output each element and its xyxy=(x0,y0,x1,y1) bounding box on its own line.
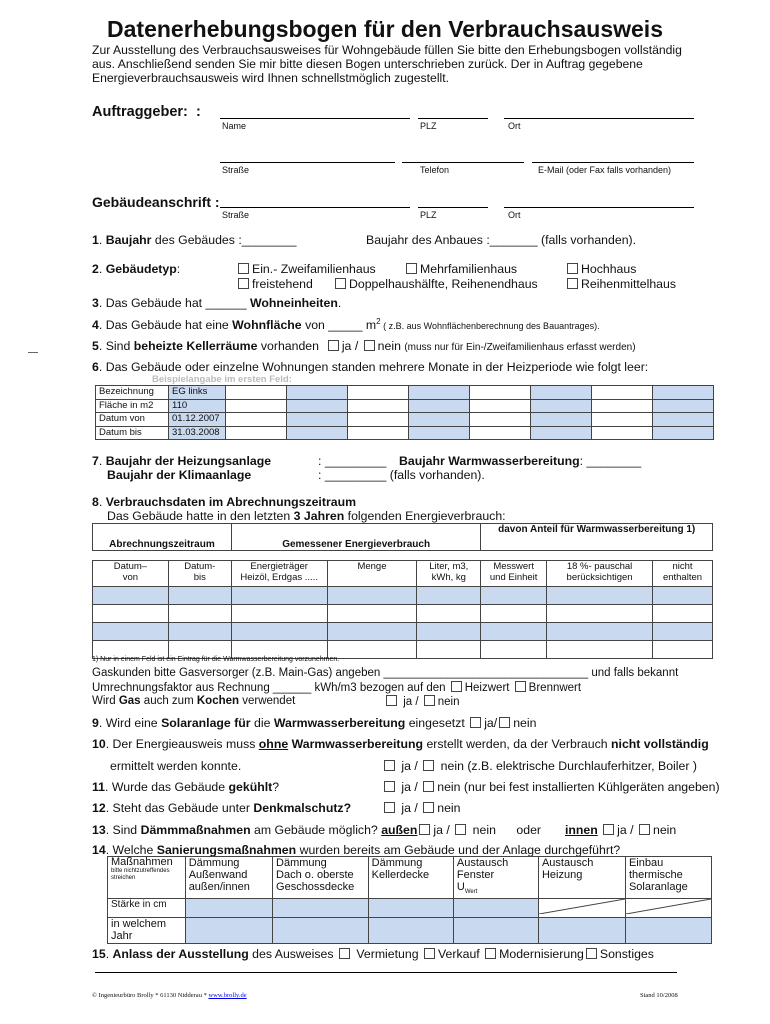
table-row xyxy=(93,623,713,641)
q7-klima-val: : _________ (falls vorhanden). xyxy=(318,468,485,482)
q14-table xyxy=(107,856,712,944)
q9-solaranlage: 9. Wird eine Solaranlage für die Warmwasserbereitung eingesetzt ja/ nein xyxy=(92,716,537,730)
checkbox-icon xyxy=(335,278,346,289)
q11-options: ja / nein (nur bei fest installierten Kühlgeräten angeben) xyxy=(382,780,720,794)
checkbox-icon[interactable] xyxy=(470,717,481,728)
q2-opt-zweifamilienhaus[interactable]: Ein.- Zweifamilienhaus xyxy=(236,262,376,276)
q4-wohnflaeche: 4. Das Gebäude hat eine Wohnfläche von _____ $m^2$ ( z.B. aus Wohnflächenberechnung des Bauantrages). xyxy=(92,317,600,333)
footer-left: © Ingenieurbüro Brolly * 61130 Nidderau * www.brolly.de xyxy=(92,992,247,999)
plz-label: PLZ xyxy=(420,121,437,131)
q8-table xyxy=(92,560,713,659)
name-label: Name xyxy=(222,121,247,131)
q8-footnote: 1) Nur in einem Feld ist ein Eintrag für die Warmwasserbereitung vorzunehmen. xyxy=(92,656,340,663)
checkbox-icon[interactable] xyxy=(386,695,397,706)
footer-link[interactable]: www.brolly.de xyxy=(208,992,247,999)
q1-anbau: Baujahr des Anbaues :_______ (falls vorhanden). xyxy=(366,233,637,247)
strike-diagonal xyxy=(626,899,711,914)
checkbox-icon[interactable] xyxy=(384,781,395,792)
q7-heizungsanlage: 7. Baujahr der Heizungsanlage xyxy=(92,454,272,468)
table-row: Fläche in m2 110 xyxy=(96,399,714,413)
table-row: Datum– von Datum- bis Energieträger Heizöl, Erdgas ..... Menge Liter, m3, kWh, kg Messwert und Einheit 18 %- pauschal berücksichtigen nicht enthalten xyxy=(93,561,713,587)
checkbox-icon[interactable] xyxy=(423,781,434,792)
strasse-label: Straße xyxy=(222,165,250,175)
q1-baujahr: 1. Baujahr des Gebäudes :________ xyxy=(92,233,297,247)
checkbox-icon[interactable] xyxy=(384,802,395,813)
telefon-label: Telefon xyxy=(420,165,450,175)
q8-title: 8. Verbrauchsdaten im Abrechnungszeitraum xyxy=(92,495,357,509)
q7-warmwasser: Baujahr Warmwasserbereitung: ________ xyxy=(399,454,642,468)
checkbox-icon xyxy=(567,263,578,274)
checkbox-icon[interactable] xyxy=(364,340,375,351)
checkbox-icon[interactable] xyxy=(328,340,339,351)
strike-diagonal xyxy=(539,899,625,914)
q10-line2: ermittelt werden konnte. xyxy=(110,759,242,773)
q3-wohneinheiten: 3. Das Gebäude hat ______ Wohneinheiten. xyxy=(92,296,342,310)
table-row xyxy=(93,587,713,605)
q7-klimaanlage: Baujahr der Klimaanlage xyxy=(107,468,252,482)
q6-leerstand: 6. Das Gebäude oder einzelne Wohnungen standen mehrere Monate in der Heizperiode wie folgt leer: xyxy=(92,360,649,374)
table-row: Stärke in cm xyxy=(108,899,712,918)
q8-kochen-options: ja / nein xyxy=(384,695,460,708)
page-title: Datenerhebungsbogen für den Verbrauchsausweis xyxy=(107,16,663,42)
checkbox-icon[interactable] xyxy=(639,824,650,835)
q8-header-table: Abrechnungszeitraum Gemessener Energieverbrauch davon Anteil für Warmwasserbereitung 1) xyxy=(92,523,713,551)
q2-opt-mehrfamilienhaus[interactable]: Mehrfamilienhaus xyxy=(404,262,517,276)
gebaeude-ort-label: Ort xyxy=(508,210,521,220)
checkbox-icon[interactable] xyxy=(455,824,466,835)
checkbox-icon[interactable] xyxy=(515,681,526,692)
gebaeude-strasse-label: Straße xyxy=(222,210,250,220)
checkbox-icon[interactable] xyxy=(384,760,395,771)
email-label: E-Mail (oder Fax falls vorhanden) xyxy=(538,165,672,175)
table-row: in welchem Jahr xyxy=(108,918,712,944)
q8-gas1: Gaskunden bitte Gasversorger (z.B. Main-Gas) angeben ________________________________ und falls bekannt xyxy=(92,667,679,679)
table-row: Maßnahmen bitte nichtzutreffendes streichen Dämmung Außenwand außen/innen Dämmung Dach o. oberste Geschossdecke Dämmung Kellerdecke Austausch Fenster $U_{Wert}$ Austausch Heizung Einbau thermische Solaranlage xyxy=(108,857,712,899)
q8-sub: Das Gebäude hatte in den letzten 3 Jahren folgenden Energieverbrauch: xyxy=(107,509,506,523)
q2-opt-reihenmittelhaus[interactable]: Reihenmittelhaus xyxy=(565,277,676,291)
q8-gas2: Umrechnungsfaktor aus Rechnung ______ kWh/m3 bezogen auf den Heizwert Brennwert xyxy=(92,682,582,694)
table-row: Bezeichnung EG links xyxy=(96,386,714,400)
checkbox-icon[interactable] xyxy=(586,948,597,959)
checkbox-icon[interactable] xyxy=(423,802,434,813)
ort-label: Ort xyxy=(508,121,521,131)
checkbox-icon xyxy=(567,278,578,289)
footer-right: Stand 10/2008 xyxy=(640,992,678,999)
checkbox-icon[interactable] xyxy=(423,760,434,771)
q12-options: ja / nein xyxy=(382,801,461,815)
q6-hint: Beispielangabe im ersten Feld: xyxy=(152,374,292,385)
q8-gas3: Wird Gas auch zum Kochen verwendet xyxy=(92,695,296,707)
table-row: Datum bis 31.03.2008 xyxy=(96,426,714,440)
q2-opt-hochhaus[interactable]: Hochhaus xyxy=(565,262,636,276)
q13-daemmung: 13. Sind Dämmmaßnahmen am Gebäude möglich? außen ja / nein oder innen ja / nein xyxy=(92,823,677,837)
q2-opt-freistehend[interactable]: freistehend xyxy=(236,277,313,291)
gebaeude-label: Gebäudeanschrift : xyxy=(92,194,220,210)
checkbox-icon[interactable] xyxy=(339,948,350,959)
q10-options: ja / nein (z.B. elektrische Durchlauferhitzer, Boiler ) xyxy=(382,759,697,773)
checkbox-icon[interactable] xyxy=(485,948,496,959)
q2-label: 2. Gebäudetyp: xyxy=(92,262,181,276)
checkbox-icon[interactable] xyxy=(603,824,614,835)
q10-warmwasser: 10. Der Energieausweis muss ohne Warmwasserbereitung erstellt werden, da der Verbrauch nicht vollständig xyxy=(92,737,709,751)
checkbox-icon xyxy=(238,263,249,274)
q2-opt-doppelhaus[interactable]: Doppelhaushälfte, Reihenendhaus xyxy=(333,277,538,291)
checkbox-icon[interactable] xyxy=(499,717,510,728)
q5-kellerraeume: 5. Sind beheizte Kellerräume vorhanden ja / nein (muss nur für Ein-/Zweifamilienhaus erfasst werden) xyxy=(92,339,636,353)
q6-table xyxy=(95,385,714,440)
table-row: Datum von 01.12.2007 xyxy=(96,413,714,427)
auftraggeber-label: Auftraggeber: : xyxy=(92,104,201,120)
intro-text: Zur Ausstellung des Verbrauchsausweises für Wohngebäude füllen Sie bitte den Erhebungsbogen vollständig aus. Anschließend senden Sie mir bitte diesen Bogen unterschrieben zurück. Der in Auftrag gegebene Energieverbrauchsausweis wird Ihnen schnellstmöglich zugestellt. xyxy=(92,43,682,85)
gebaeude-plz-label: PLZ xyxy=(420,210,437,220)
checkbox-icon[interactable] xyxy=(419,824,430,835)
q7-heizung-val: : _________ xyxy=(318,454,387,468)
q15-anlass: 15. Anlass der Ausstellung des Ausweises Vermietung Verkauf Modernisierung Sonstiges xyxy=(92,947,654,961)
checkbox-icon xyxy=(406,263,417,274)
checkbox-icon[interactable] xyxy=(424,695,435,706)
q11-gekuehlt: 11. Wurde das Gebäude gekühlt? xyxy=(92,780,280,794)
q12-denkmalschutz: 12. Steht das Gebäude unter Denkmalschutz? xyxy=(92,801,352,815)
table-row xyxy=(93,605,713,623)
checkbox-icon[interactable] xyxy=(451,681,462,692)
q14-sanierung: 14. Welche Sanierungsmaßnahmen wurden bereits am Gebäude und der Anlage durchgeführt? xyxy=(92,843,621,857)
margin-mark xyxy=(28,352,38,353)
footer-divider xyxy=(95,972,677,973)
checkbox-icon[interactable] xyxy=(424,948,435,959)
checkbox-icon xyxy=(238,278,249,289)
